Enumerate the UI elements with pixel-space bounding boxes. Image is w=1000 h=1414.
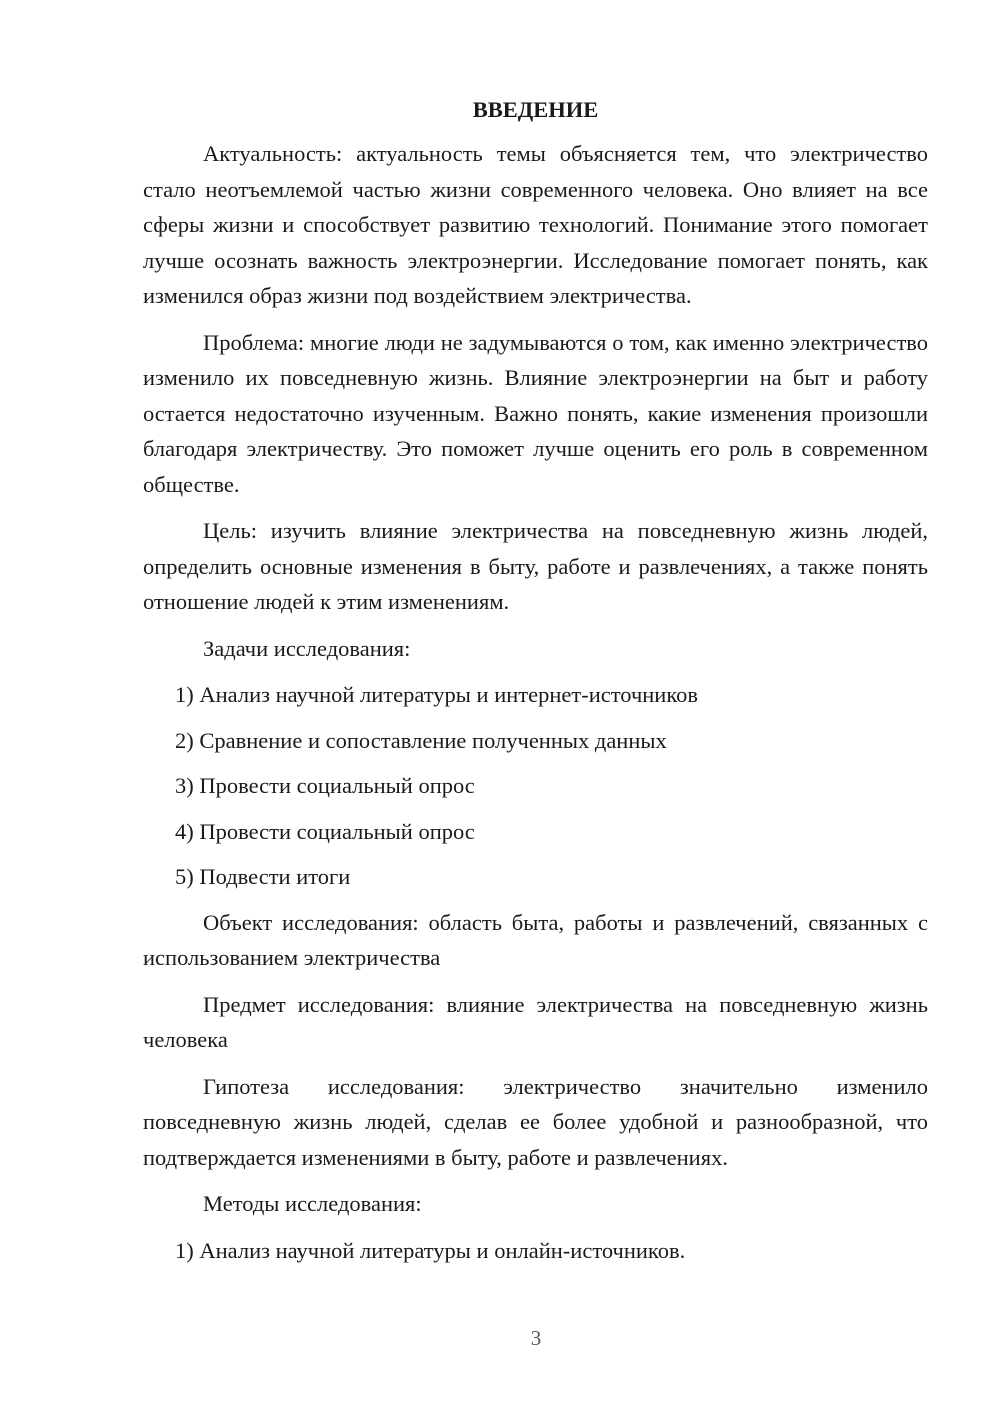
- paragraph-object: Объект исследования: область быта, работы и развлечений, связанных с использованием электричества: [143, 909, 928, 970]
- methods-heading: Методы исследования:: [203, 1191, 422, 1216]
- list-item: 1) Анализ научной литературы и онлайн-источников.: [175, 1237, 686, 1263]
- tasks-list: [143, 677, 928, 895]
- list-item: 2) Сравнение и сопоставление полученных данных: [175, 727, 667, 753]
- list-item: 3) Провести социальный опрос: [175, 773, 475, 798]
- paragraph-goal: Цель: изучить влияние электричества на повседневную жизнь людей, определить основные изменения в быту, работе и развлечениях, а также понять отношение людей к этим изменениям.: [143, 518, 928, 614]
- page-title: ВВЕДЕНИЕ: [472, 97, 599, 122]
- tasks-heading: Задачи исследования:: [203, 635, 411, 661]
- list-item: 4) Провести социальный опрос: [175, 818, 475, 844]
- document-page: [143, 92, 928, 1278]
- paragraph-subject: Предмет исследования: влияние электричества на повседневную жизнь человека: [143, 991, 928, 1052]
- methods-list: [143, 1233, 928, 1269]
- paragraph-problem: Проблема: многие люди не задумываются о том, как именно электричество изменило их повседневную жизнь. Влияние электроэнергии на быт и работу остается недостаточно изученным. Важно понять, какие изменения произошли благодаря электричеству. Это поможет лучше оценить его роль в современном обществе.: [143, 329, 928, 497]
- paragraph-hypothesis: Гипотеза исследования: электричество значительно изменило повседневную жизнь людей, сделав ее более удобной и разнообразной, что подтверждается изменениями в быту, работе и развлечениях.: [143, 1073, 928, 1170]
- list-item: 1) Анализ научной литературы и интернет-источников: [175, 682, 699, 707]
- list-item: 5) Подвести итоги: [175, 864, 351, 889]
- paragraph-relevance: Актуальность: актуальность темы объясняется тем, что электричество стало неотъемлемой частью жизни современного человека. Оно влияет на все сферы жизни и способствует развитию технологий. Понимание этого помогает лучше осознать важность электроэнергии. Исследование помогает понять, как изменился образ жизни под воздействием электричества.: [143, 141, 928, 308]
- page-number: 3: [530, 1326, 542, 1350]
